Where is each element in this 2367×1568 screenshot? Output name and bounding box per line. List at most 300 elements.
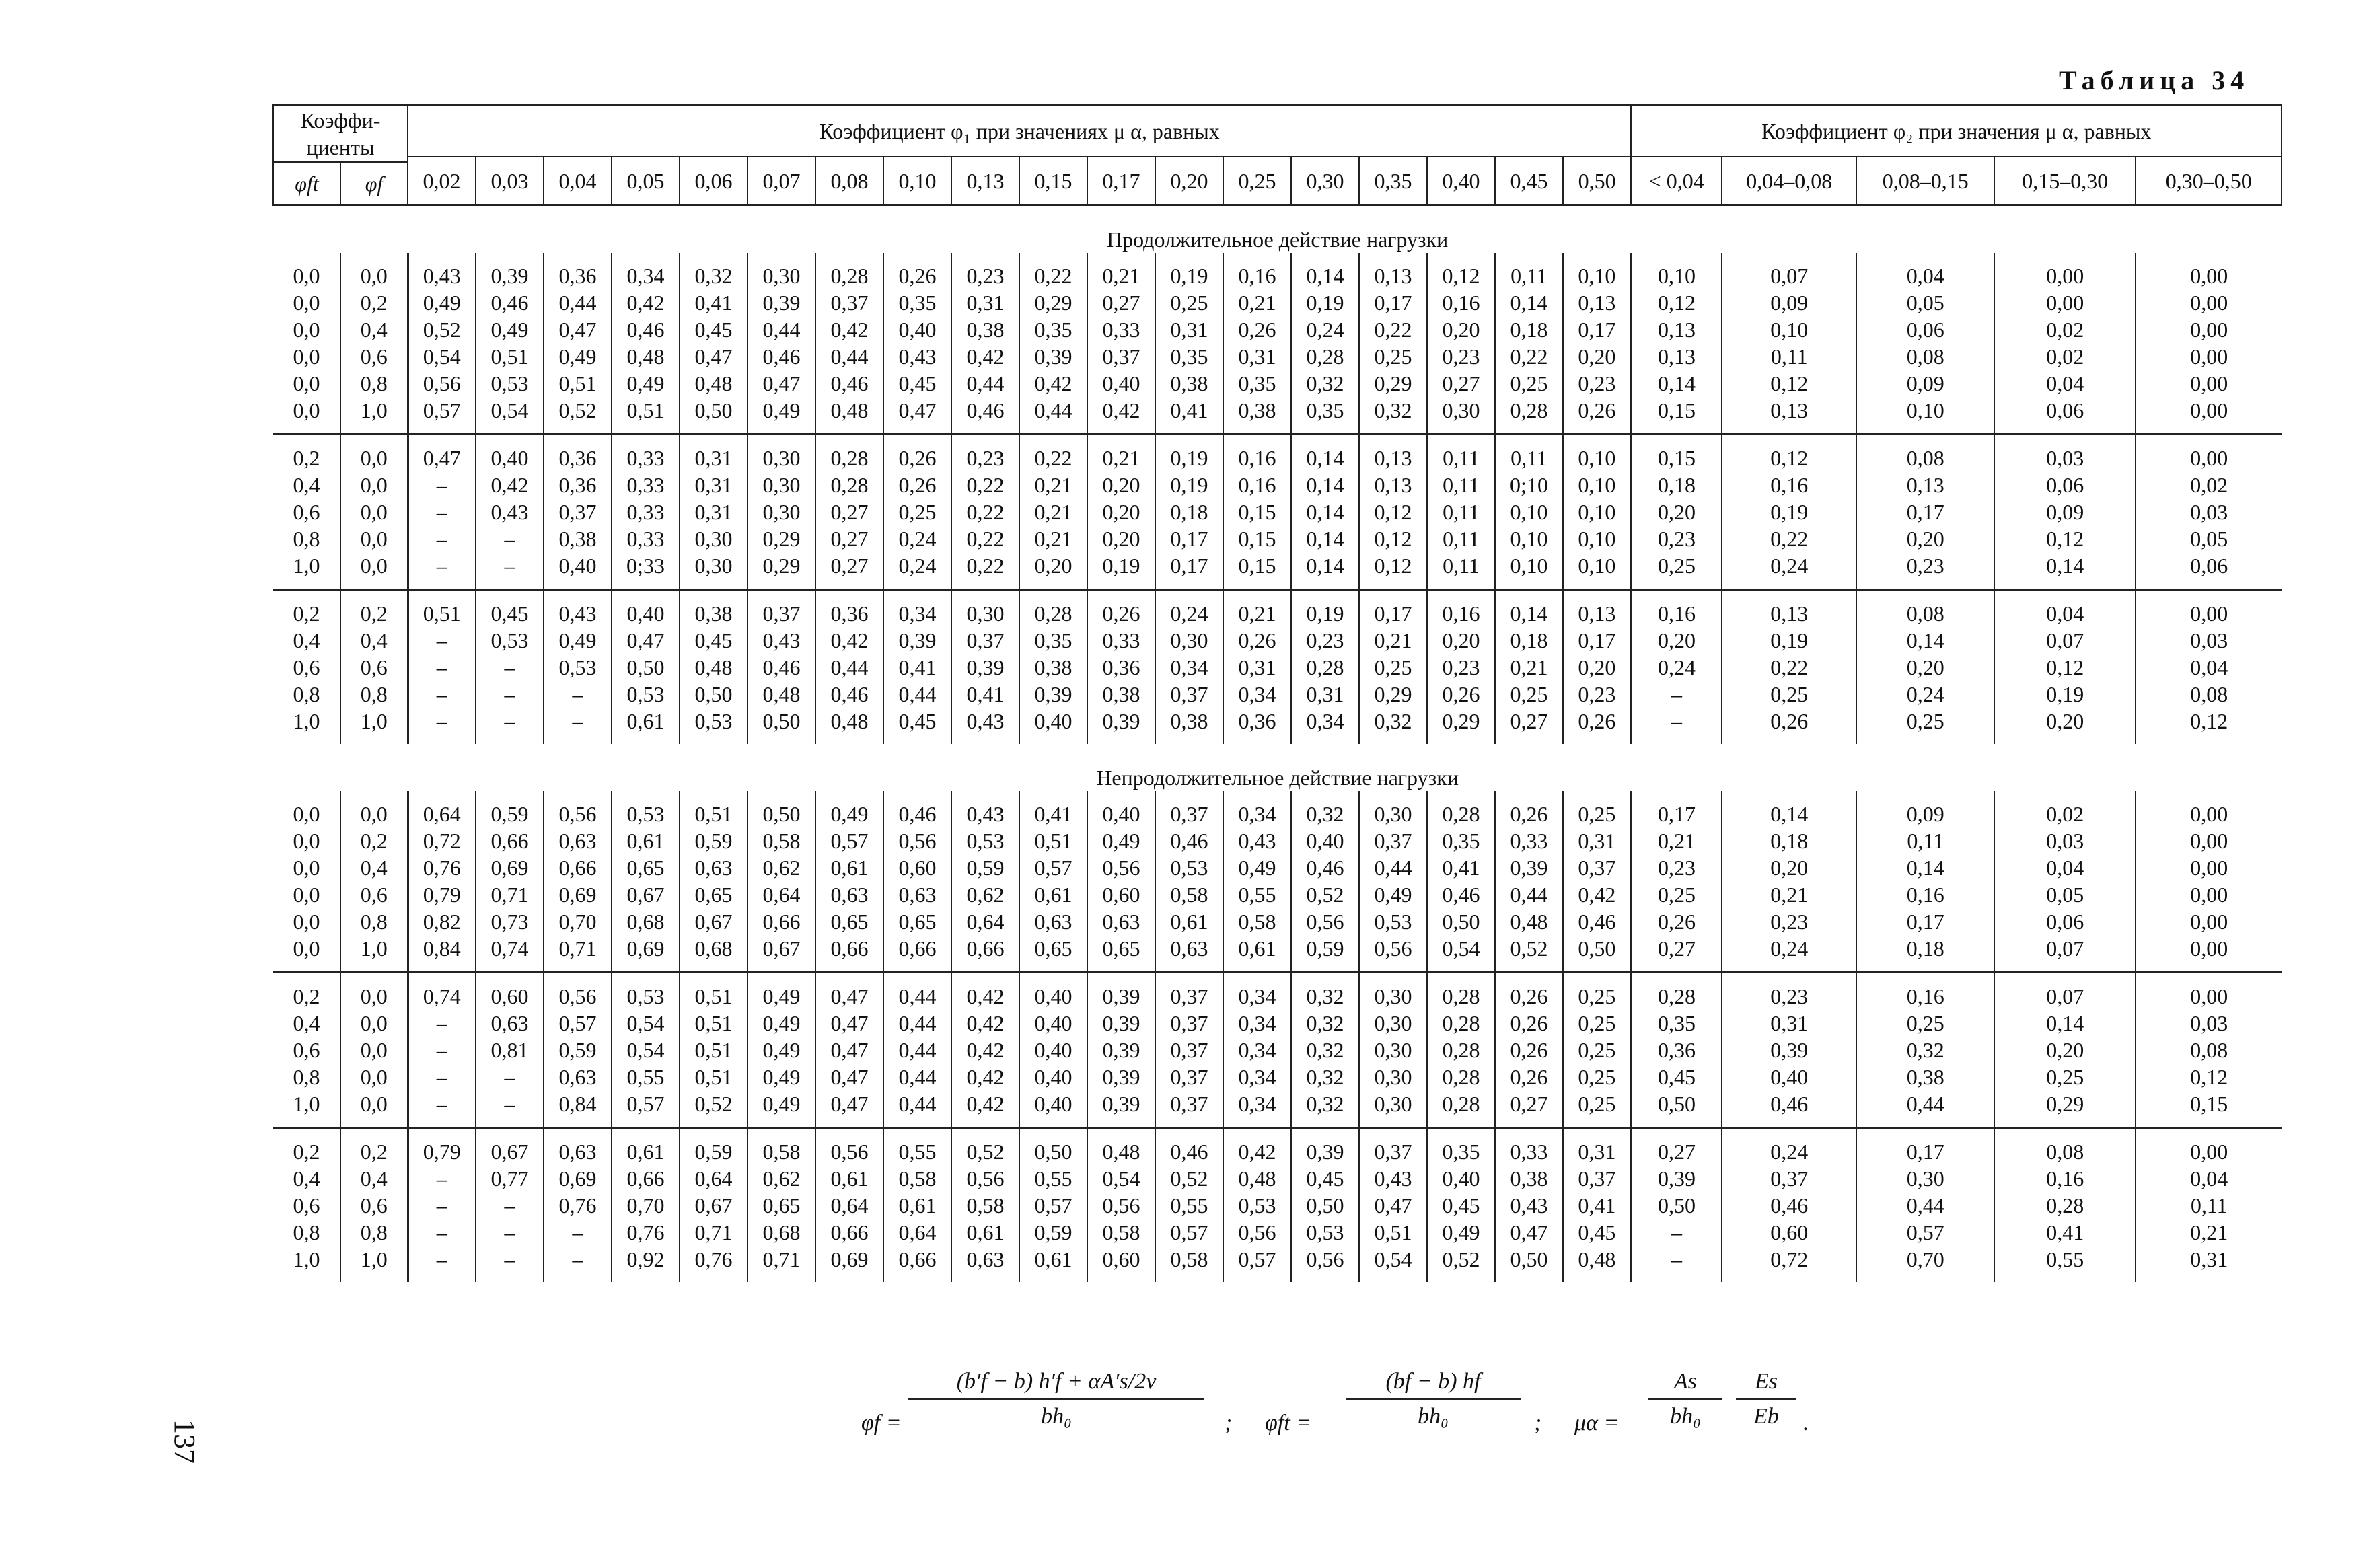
table-cell: 0,0 bbox=[293, 398, 320, 422]
table-cell: 0,28 bbox=[1427, 1063, 1495, 1090]
table-cell: 0,54 bbox=[1087, 1165, 1155, 1192]
table-cell: 0,30 bbox=[1359, 973, 1427, 1010]
table-cell: 0,67 bbox=[680, 908, 748, 935]
table-cell: 0,20 bbox=[1427, 627, 1495, 654]
table-cell: 0,57 bbox=[1019, 854, 1087, 881]
table-cell: 0,23 bbox=[1631, 525, 1722, 552]
table-cell: 0,46 bbox=[815, 370, 883, 397]
table-cell: 0,48 bbox=[680, 370, 748, 397]
table-cell: 0,52 bbox=[951, 1128, 1019, 1166]
table-cell: 0,29 bbox=[748, 552, 815, 590]
table-cell: 0,22 bbox=[951, 472, 1019, 498]
table-cell: 0,43 bbox=[1223, 827, 1291, 854]
table-cell: 0,56 bbox=[1291, 1246, 1359, 1282]
table-cell: 0,45 bbox=[1631, 1063, 1722, 1090]
table-cell: 0,11 bbox=[1856, 827, 1994, 854]
table-cell: 0,50 bbox=[612, 654, 680, 681]
table-cell: 0,42 bbox=[951, 1010, 1019, 1037]
table-cell: 0,39 bbox=[1087, 1010, 1155, 1037]
table-cell: – bbox=[408, 681, 476, 708]
table-cell: 0,52 bbox=[544, 397, 612, 435]
table-row bbox=[273, 908, 2282, 935]
table-cell: 0,37 bbox=[1155, 973, 1223, 1010]
table-cell: 0,43 bbox=[408, 253, 476, 289]
table-cell: 0,62 bbox=[951, 881, 1019, 908]
table-cell: 0,8 bbox=[340, 681, 408, 708]
table-cell: – bbox=[476, 1219, 544, 1246]
table-cell: 0,13 bbox=[1563, 289, 1631, 316]
table-cell: 0,40 bbox=[612, 590, 680, 628]
table-cell: 0,44 bbox=[815, 343, 883, 370]
table-cell: 0,00 bbox=[2136, 316, 2282, 343]
formula-phi-ft-denominator: bh₀ bbox=[1418, 1404, 1449, 1429]
table-cell: 0,27 bbox=[1631, 935, 1722, 973]
phi1-col-header: 0,45 bbox=[1495, 157, 1563, 205]
table-cell: – bbox=[408, 1090, 476, 1128]
table-cell: 0,00 bbox=[2136, 370, 2282, 397]
table-cell: 0,37 bbox=[544, 498, 612, 525]
table-cell: 0,43 bbox=[1359, 1165, 1427, 1192]
table-cell: 0,47 bbox=[815, 1063, 883, 1090]
table-cell: 0,55 bbox=[612, 1063, 680, 1090]
table-cell: 0;10 bbox=[1495, 472, 1563, 498]
phi1-col-header: 0,13 bbox=[951, 157, 1019, 205]
table-cell: 0,63 bbox=[815, 881, 883, 908]
table-cell: 0,61 bbox=[883, 1192, 951, 1219]
table-cell: 0,07 bbox=[1994, 973, 2136, 1010]
table-cell: 0,61 bbox=[612, 1128, 680, 1166]
table-cell: 0,64 bbox=[680, 1165, 748, 1192]
table-cell: 0,15 bbox=[1223, 498, 1291, 525]
table-cell: 0,51 bbox=[680, 1037, 748, 1063]
table-cell: 0,19 bbox=[1155, 472, 1223, 498]
table-cell: 0,25 bbox=[1631, 881, 1722, 908]
table-cell: 0,4 bbox=[340, 627, 408, 654]
phi-ft-header: φft bbox=[273, 162, 340, 205]
table-cell: 0,33 bbox=[1495, 1128, 1563, 1166]
table-cell: 1,0 bbox=[340, 708, 408, 744]
table-row bbox=[273, 1192, 2282, 1219]
table-cell: 0,34 bbox=[1223, 681, 1291, 708]
table-cell: 0,31 bbox=[1563, 1128, 1631, 1166]
table-cell: 0,72 bbox=[408, 827, 476, 854]
phi1-col-header: 0,25 bbox=[1223, 157, 1291, 205]
table-cell: – bbox=[476, 552, 544, 590]
table-cell: 0,28 bbox=[1291, 654, 1359, 681]
table-cell: 0,0 bbox=[340, 1090, 408, 1128]
table-row bbox=[273, 1165, 2282, 1192]
table-cell: 0,0 bbox=[293, 856, 320, 880]
table-cell: 0,58 bbox=[951, 1192, 1019, 1219]
phi1-col-header: 0,15 bbox=[1019, 157, 1087, 205]
table-cell: 0,16 bbox=[1856, 973, 1994, 1010]
table-cell: 0,44 bbox=[883, 1037, 951, 1063]
table-cell: 0,0 bbox=[293, 371, 320, 396]
table-cell: 0,37 bbox=[1155, 1090, 1223, 1128]
table-cell: 0,65 bbox=[1019, 935, 1087, 973]
table-cell: 0,20 bbox=[1856, 525, 1994, 552]
table-cell: 0,25 bbox=[1359, 343, 1427, 370]
table-cell: 0,22 bbox=[1722, 525, 1856, 552]
table-cell: 0,48 bbox=[1495, 908, 1563, 935]
table-cell: 0,63 bbox=[544, 827, 612, 854]
table-cell: 0,32 bbox=[1291, 1037, 1359, 1063]
table-cell: 0,51 bbox=[476, 343, 544, 370]
table-cell: 0,02 bbox=[2136, 472, 2282, 498]
table-cell: 0,23 bbox=[1563, 681, 1631, 708]
table-cell: 0,13 bbox=[1563, 590, 1631, 628]
table-cell: 0,49 bbox=[408, 289, 476, 316]
table-row bbox=[273, 498, 2282, 525]
table-cell: – bbox=[476, 681, 544, 708]
table-cell: 0,26 bbox=[1722, 708, 1856, 744]
table-cell: 0,55 bbox=[1155, 1192, 1223, 1219]
table-cell: 0,32 bbox=[1359, 708, 1427, 744]
table-cell: 0,00 bbox=[2136, 397, 2282, 435]
table-cell: 0,17 bbox=[1631, 791, 1722, 827]
table-cell: 0,10 bbox=[1495, 525, 1563, 552]
table-cell: 0,13 bbox=[1856, 472, 1994, 498]
table-cell: 0,11 bbox=[1495, 253, 1563, 289]
table-cell: 0,56 bbox=[1291, 908, 1359, 935]
table-cell: 0,59 bbox=[951, 854, 1019, 881]
table-cell: – bbox=[408, 708, 476, 744]
table-cell: 0,32 bbox=[1291, 1063, 1359, 1090]
table-cell: 0,20 bbox=[1563, 654, 1631, 681]
table-cell: 0,42 bbox=[815, 627, 883, 654]
table-cell: 0,40 bbox=[476, 435, 544, 472]
table-cell: 0,16 bbox=[1223, 253, 1291, 289]
table-cell: 0,0 bbox=[293, 883, 320, 907]
formula-mu-alpha-fraction-2 bbox=[1736, 1369, 1796, 1429]
table-cell: 0,19 bbox=[1994, 681, 2136, 708]
table-cell: 0,2 bbox=[273, 435, 340, 472]
table-cell: 0,13 bbox=[1359, 435, 1427, 472]
table-cell: 0,26 bbox=[1427, 681, 1495, 708]
table-cell: 0,25 bbox=[1563, 1010, 1631, 1037]
table-cell: 0,49 bbox=[748, 973, 815, 1010]
table-cell: 0,09 bbox=[1856, 791, 1994, 827]
table-cell: 0,56 bbox=[544, 791, 612, 827]
table-cell: 0,43 bbox=[883, 343, 951, 370]
phi2-col-header: 0,08–0,15 bbox=[1856, 157, 1994, 205]
table-cell: 0,22 bbox=[1019, 253, 1087, 289]
table-cell: 0,31 bbox=[1722, 1010, 1856, 1037]
table-cell: 0,31 bbox=[680, 435, 748, 472]
table-cell: 0,39 bbox=[1631, 1165, 1722, 1192]
table-cell: 0,54 bbox=[612, 1037, 680, 1063]
formula-end: . bbox=[1803, 1411, 1809, 1435]
table-cell: 0,02 bbox=[1994, 791, 2136, 827]
table-cell: 0,42 bbox=[951, 343, 1019, 370]
page-number: 137 bbox=[168, 1419, 201, 1464]
table-cell: 0,27 bbox=[1631, 1128, 1722, 1166]
table-cell: 0,46 bbox=[815, 681, 883, 708]
table-cell: 0,58 bbox=[1155, 881, 1223, 908]
table-cell: 0,49 bbox=[1359, 881, 1427, 908]
table-cell: 0,22 bbox=[1495, 343, 1563, 370]
table-cell: 0,51 bbox=[680, 973, 748, 1010]
table-cell: 0,4 bbox=[340, 854, 408, 881]
table-cell: 0,10 bbox=[1495, 552, 1563, 590]
table-cell: 0,54 bbox=[1359, 1246, 1427, 1282]
table-cell: 0,58 bbox=[1087, 1219, 1155, 1246]
table-cell: – bbox=[476, 525, 544, 552]
phi-f-header: φf bbox=[340, 162, 408, 205]
table-cell: 0,39 bbox=[1291, 1128, 1359, 1166]
table-cell: 0,39 bbox=[951, 654, 1019, 681]
phi1-col-header: 0,20 bbox=[1155, 157, 1223, 205]
table-cell: 0,27 bbox=[815, 552, 883, 590]
table-cell: 0,31 bbox=[1563, 827, 1631, 854]
table-row bbox=[273, 370, 2282, 397]
table-cell: 0,16 bbox=[1427, 590, 1495, 628]
table-cell: 0,0 bbox=[293, 936, 320, 961]
table-cell: 0,26 bbox=[1631, 908, 1722, 935]
table-cell: 0,05 bbox=[1994, 881, 2136, 908]
table-cell: 0,04 bbox=[1994, 370, 2136, 397]
table-cell: 0,32 bbox=[680, 253, 748, 289]
table-cell: 0,38 bbox=[1087, 681, 1155, 708]
table-cell: 0,59 bbox=[680, 827, 748, 854]
table-cell: 0,11 bbox=[1427, 435, 1495, 472]
table-cell: 0,23 bbox=[1631, 854, 1722, 881]
table-cell: 0,4 bbox=[340, 316, 408, 343]
table-cell: 0,51 bbox=[680, 1063, 748, 1090]
table-row bbox=[273, 1128, 2282, 1166]
table-cell: 0,37 bbox=[1563, 854, 1631, 881]
table-cell: 0,0 bbox=[340, 253, 408, 289]
table-cell: 0,39 bbox=[1087, 1090, 1155, 1128]
table-cell: 0,45 bbox=[680, 627, 748, 654]
table-cell: 0,39 bbox=[1019, 681, 1087, 708]
table-cell: 0,09 bbox=[1722, 289, 1856, 316]
table-cell: 0,29 bbox=[748, 525, 815, 552]
phi1-header: Коэффициент φ₁ при значениях μ α, равных bbox=[408, 105, 1631, 157]
table-row bbox=[273, 935, 2282, 973]
table-cell: 0,20 bbox=[1856, 654, 1994, 681]
table-cell: 0,66 bbox=[883, 935, 951, 973]
table-cell: 0,46 bbox=[951, 397, 1019, 435]
table-cell: 0,40 bbox=[883, 316, 951, 343]
table-cell: 0,36 bbox=[1631, 1037, 1722, 1063]
table-cell: 0,74 bbox=[476, 935, 544, 973]
phi1-col-header: 0,02 bbox=[408, 157, 476, 205]
table-cell: 0,49 bbox=[1223, 854, 1291, 881]
table-cell: 0,14 bbox=[1495, 590, 1563, 628]
table-cell: 0,29 bbox=[1427, 708, 1495, 744]
table-cell: 0,37 bbox=[1722, 1165, 1856, 1192]
table-cell: 0,08 bbox=[2136, 1037, 2282, 1063]
table-cell: 0,30 bbox=[1155, 627, 1223, 654]
table-cell: 0,11 bbox=[2136, 1192, 2282, 1219]
table-cell: 0,32 bbox=[1291, 1010, 1359, 1037]
table-row bbox=[273, 827, 2282, 854]
table-cell: 0,45 bbox=[1427, 1192, 1495, 1219]
table-cell: 0,84 bbox=[408, 935, 476, 973]
table-cell: 0,12 bbox=[1427, 253, 1495, 289]
table-row bbox=[273, 1090, 2282, 1128]
table-cell: 0,00 bbox=[2136, 908, 2282, 935]
table-cell: 0,20 bbox=[1563, 343, 1631, 370]
table-cell: 0,68 bbox=[680, 935, 748, 973]
table-cell: 0,44 bbox=[748, 316, 815, 343]
table-cell: 0,70 bbox=[612, 1192, 680, 1219]
table-cell: 0,61 bbox=[951, 1219, 1019, 1246]
table-cell: 0,53 bbox=[1359, 908, 1427, 935]
table-cell: 0,46 bbox=[476, 289, 544, 316]
table-cell: 0,2 bbox=[340, 289, 408, 316]
table-cell: 0,38 bbox=[1856, 1063, 1994, 1090]
table-cell: 0,03 bbox=[1994, 827, 2136, 854]
table-cell: 0,26 bbox=[1495, 791, 1563, 827]
table-cell: 0,23 bbox=[1722, 908, 1856, 935]
table-cell: 0,59 bbox=[544, 1037, 612, 1063]
table-cell: 0,8 bbox=[293, 1065, 320, 1089]
table-cell: 0,92 bbox=[612, 1246, 680, 1282]
table-cell: 0,69 bbox=[815, 1246, 883, 1282]
phi1-col-header: 0,03 bbox=[476, 157, 544, 205]
table-cell: 0,40 bbox=[1087, 791, 1155, 827]
table-cell: 0,0 bbox=[340, 435, 408, 472]
table-row bbox=[273, 397, 2282, 435]
table-row bbox=[273, 253, 2282, 289]
table-cell: 0,0 bbox=[340, 973, 408, 1010]
table-cell: 0,28 bbox=[1994, 1192, 2136, 1219]
table-cell: 0,15 bbox=[1223, 552, 1291, 590]
table-cell: 0,28 bbox=[1427, 1090, 1495, 1128]
table-cell: 0,4 bbox=[293, 473, 320, 497]
table-cell: – bbox=[408, 654, 476, 681]
table-cell: 0,30 bbox=[951, 590, 1019, 628]
table-cell: 0,14 bbox=[1291, 472, 1359, 498]
table-cell: 0,61 bbox=[1223, 935, 1291, 973]
formula-footnote bbox=[861, 1369, 1837, 1477]
table-cell: 0,2 bbox=[273, 590, 340, 628]
table-cell: 0,23 bbox=[1722, 973, 1856, 1010]
table-cell: 0,38 bbox=[1155, 708, 1223, 744]
coefficient-table bbox=[272, 104, 2282, 1282]
table-cell: 0,47 bbox=[544, 316, 612, 343]
table-cell: 0,45 bbox=[476, 590, 544, 628]
table-cell: 0,64 bbox=[951, 908, 1019, 935]
table-cell: 0,37 bbox=[1155, 1010, 1223, 1037]
table-cell: 0,26 bbox=[1087, 590, 1155, 628]
table-cell: 0,61 bbox=[612, 827, 680, 854]
table-cell: 0,42 bbox=[951, 1063, 1019, 1090]
table-cell: 0,59 bbox=[1019, 1219, 1087, 1246]
table-cell: 0,45 bbox=[680, 316, 748, 343]
table-cell: 0,08 bbox=[1994, 1128, 2136, 1166]
section-title: Непродолжительное действие нагрузки bbox=[1096, 766, 1459, 790]
table-cell: 0,07 bbox=[1722, 253, 1856, 289]
table-cell: 0,38 bbox=[951, 316, 1019, 343]
table-cell: 0,57 bbox=[1155, 1219, 1223, 1246]
table-cell: 0,32 bbox=[1291, 791, 1359, 827]
table-cell: 0,2 bbox=[273, 973, 340, 1010]
table-cell: 0,0 bbox=[293, 318, 320, 342]
table-cell: 0,12 bbox=[1359, 498, 1427, 525]
table-cell: 0,14 bbox=[1722, 791, 1856, 827]
table-cell: 0,69 bbox=[476, 854, 544, 881]
table-cell: 0,19 bbox=[1722, 498, 1856, 525]
table-cell: 0,23 bbox=[951, 253, 1019, 289]
table-cell: 0,31 bbox=[680, 472, 748, 498]
table-cell: 0,30 bbox=[748, 498, 815, 525]
table-cell: – bbox=[408, 498, 476, 525]
table-cell: 0,46 bbox=[748, 654, 815, 681]
table-cell: 0,29 bbox=[1359, 370, 1427, 397]
table-cell: 0,50 bbox=[1019, 1128, 1087, 1166]
table-cell: 0,00 bbox=[1994, 289, 2136, 316]
table-cell: 0,48 bbox=[748, 681, 815, 708]
formula-phi-f-numerator: (b′f − b) h′f + αA′s/2ν bbox=[908, 1369, 1204, 1400]
table-cell: 0,53 bbox=[612, 791, 680, 827]
table-cell: 0,34 bbox=[1223, 1010, 1291, 1037]
table-cell: 0,31 bbox=[1291, 681, 1359, 708]
table-body bbox=[273, 205, 2282, 1282]
table-cell: 0,28 bbox=[1631, 973, 1722, 1010]
table-cell: 0,66 bbox=[883, 1246, 951, 1282]
table-cell: 0,38 bbox=[544, 525, 612, 552]
table-cell: 0,24 bbox=[1631, 654, 1722, 681]
table-cell: 0,76 bbox=[680, 1246, 748, 1282]
table-cell: 0,42 bbox=[951, 1090, 1019, 1128]
table-cell: 0,10 bbox=[1563, 525, 1631, 552]
table-cell: 0,35 bbox=[1291, 397, 1359, 435]
table-cell: 0,28 bbox=[815, 253, 883, 289]
table-cell: 0,10 bbox=[1563, 552, 1631, 590]
table-row bbox=[273, 791, 2282, 827]
table-cell: 0,30 bbox=[680, 552, 748, 590]
table-row bbox=[273, 1037, 2282, 1063]
table-cell: 0,49 bbox=[1427, 1219, 1495, 1246]
table-row bbox=[273, 435, 2282, 472]
table-cell: 0,27 bbox=[1495, 1090, 1563, 1128]
table-cell: 0,37 bbox=[1155, 681, 1223, 708]
table-cell: 0,04 bbox=[1994, 590, 2136, 628]
table-cell: 0,65 bbox=[748, 1192, 815, 1219]
table-cell: 0,71 bbox=[476, 881, 544, 908]
table-cell: 0,33 bbox=[1495, 827, 1563, 854]
phi2-col-header: 0,30–0,50 bbox=[2136, 157, 2282, 205]
table-cell: 0,8 bbox=[340, 908, 408, 935]
table-cell: 0,25 bbox=[1495, 681, 1563, 708]
table-cell: 0,56 bbox=[951, 1165, 1019, 1192]
table-row bbox=[273, 472, 2282, 498]
table-cell: 0,22 bbox=[951, 525, 1019, 552]
table-cell: 0,08 bbox=[1856, 590, 1994, 628]
table-cell: 0,12 bbox=[1359, 552, 1427, 590]
table-cell: 0,21 bbox=[1087, 435, 1155, 472]
table-cell: 0,30 bbox=[1856, 1165, 1994, 1192]
phi1-col-header: 0,17 bbox=[1087, 157, 1155, 205]
table-cell: – bbox=[476, 1246, 544, 1282]
table-cell: 0,46 bbox=[1563, 908, 1631, 935]
table-cell: 0,32 bbox=[1291, 1090, 1359, 1128]
table-cell: 0,48 bbox=[612, 343, 680, 370]
table-cell: 0,39 bbox=[1087, 973, 1155, 1010]
phi1-col-header: 0,35 bbox=[1359, 157, 1427, 205]
table-cell: 0,28 bbox=[1291, 343, 1359, 370]
table-cell: 0,35 bbox=[1427, 827, 1495, 854]
table-cell: 0,36 bbox=[1223, 708, 1291, 744]
table-cell: 0,51 bbox=[680, 791, 748, 827]
table-cell: 0,71 bbox=[544, 935, 612, 973]
table-cell: 0,00 bbox=[2136, 791, 2282, 827]
table-cell: 0,23 bbox=[1856, 552, 1994, 590]
table-cell: 0,43 bbox=[1495, 1192, 1563, 1219]
